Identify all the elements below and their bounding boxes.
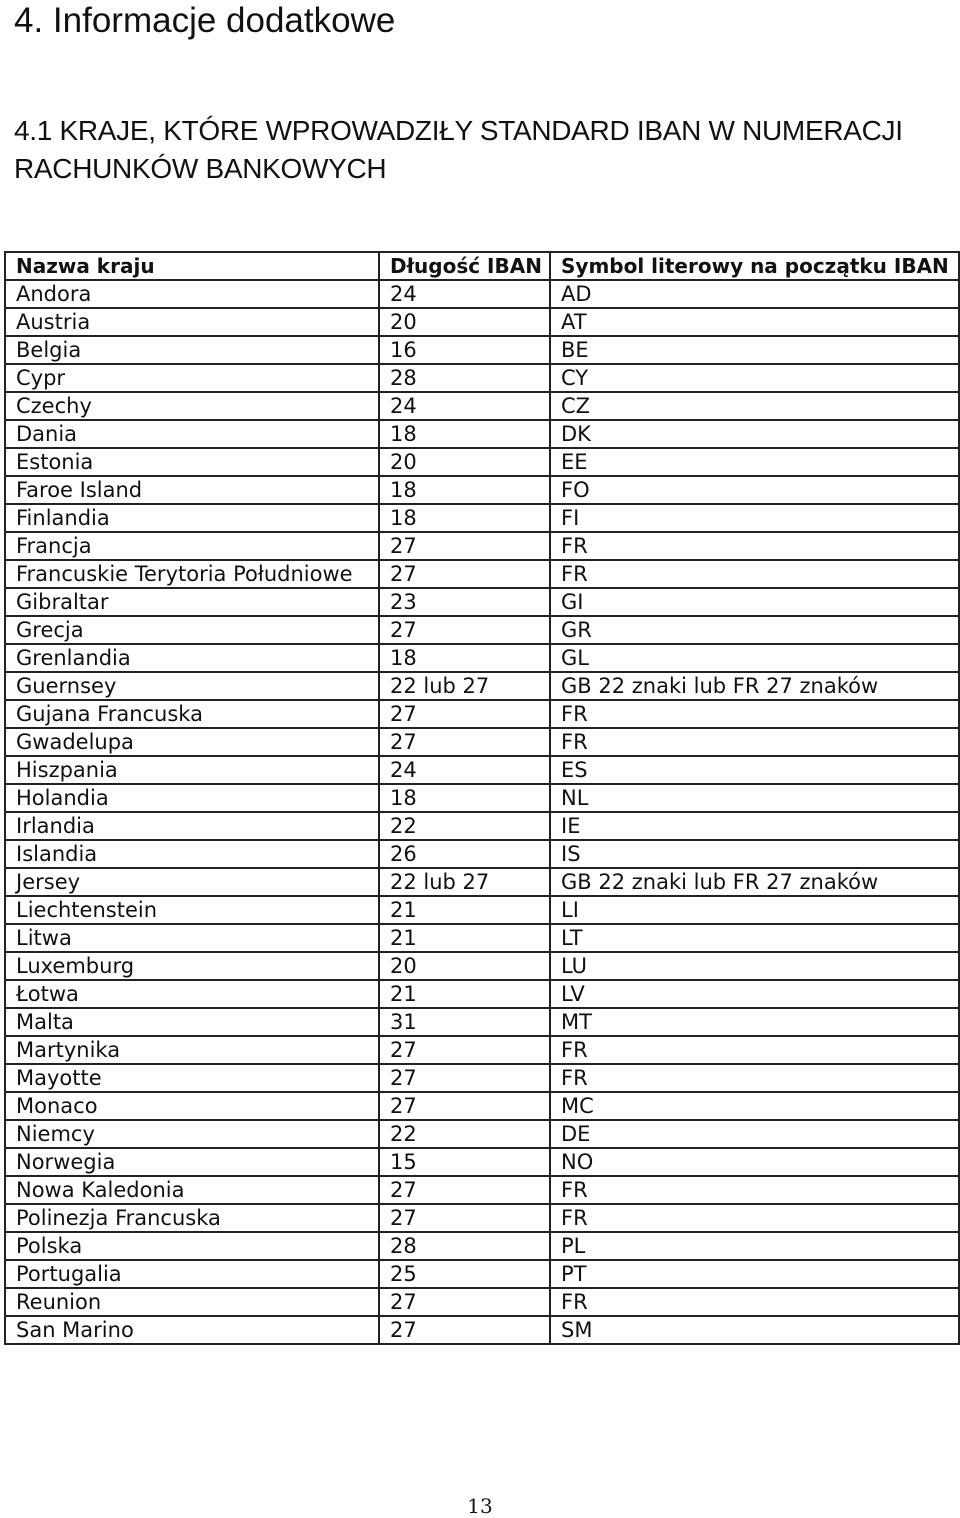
- cell-iban-length: 26: [379, 840, 550, 868]
- cell-iban-prefix: FR: [550, 1204, 959, 1232]
- cell-country: Litwa: [5, 924, 379, 952]
- cell-country: Cypr: [5, 364, 379, 392]
- cell-country: Malta: [5, 1008, 379, 1036]
- cell-iban-length: 20: [379, 308, 550, 336]
- cell-iban-prefix: PL: [550, 1232, 959, 1260]
- cell-iban-length: 28: [379, 364, 550, 392]
- table-row: [5, 392, 959, 420]
- table-row: [5, 448, 959, 476]
- cell-iban-length: 27: [379, 1036, 550, 1064]
- cell-iban-prefix: AD: [550, 280, 959, 308]
- cell-country: Islandia: [5, 840, 379, 868]
- cell-country: Andora: [5, 280, 379, 308]
- table-row: [5, 728, 959, 756]
- table-row: [5, 784, 959, 812]
- iban-countries-table: [4, 251, 960, 1345]
- table-row: [5, 1176, 959, 1204]
- table-row: [5, 588, 959, 616]
- cell-iban-prefix: ES: [550, 756, 959, 784]
- cell-iban-length: 24: [379, 280, 550, 308]
- cell-country: Gwadelupa: [5, 728, 379, 756]
- table-row: [5, 336, 959, 364]
- cell-iban-length: 15: [379, 1148, 550, 1176]
- cell-country: Holandia: [5, 784, 379, 812]
- cell-country: Jersey: [5, 868, 379, 896]
- cell-iban-prefix: AT: [550, 308, 959, 336]
- cell-iban-prefix: NO: [550, 1148, 959, 1176]
- table-body: [5, 280, 959, 1344]
- table-row: [5, 1036, 959, 1064]
- table-row: [5, 1092, 959, 1120]
- cell-country: Liechtenstein: [5, 896, 379, 924]
- cell-country: Francuskie Terytoria Południowe: [5, 560, 379, 588]
- cell-iban-prefix: IS: [550, 840, 959, 868]
- cell-iban-prefix: DE: [550, 1120, 959, 1148]
- cell-iban-prefix: NL: [550, 784, 959, 812]
- section-heading-line-2: RACHUNKÓW BANKOWYCH: [14, 153, 387, 184]
- cell-iban-length: 27: [379, 560, 550, 588]
- cell-iban-length: 31: [379, 1008, 550, 1036]
- cell-iban-prefix: LV: [550, 980, 959, 1008]
- cell-iban-length: 22: [379, 1120, 550, 1148]
- cell-iban-prefix: FR: [550, 1064, 959, 1092]
- cell-country: Luxemburg: [5, 952, 379, 980]
- cell-iban-length: 16: [379, 336, 550, 364]
- cell-iban-prefix: IE: [550, 812, 959, 840]
- cell-iban-length: 27: [379, 728, 550, 756]
- cell-iban-prefix: FR: [550, 700, 959, 728]
- cell-iban-length: 27: [379, 1176, 550, 1204]
- cell-iban-length: 27: [379, 1204, 550, 1232]
- cell-country: Finlandia: [5, 504, 379, 532]
- cell-iban-prefix: FR: [550, 532, 959, 560]
- cell-country: Grenlandia: [5, 644, 379, 672]
- cell-country: Dania: [5, 420, 379, 448]
- cell-iban-prefix: EE: [550, 448, 959, 476]
- cell-iban-length: 27: [379, 1064, 550, 1092]
- cell-iban-length: 28: [379, 1232, 550, 1260]
- section-heading-line-1: 4.1 KRAJE, KTÓRE WPROWADZIŁY STANDARD IBAN W NUMERACJI: [14, 115, 903, 146]
- cell-country: Polska: [5, 1232, 379, 1260]
- cell-country: Czechy: [5, 392, 379, 420]
- cell-iban-prefix: FO: [550, 476, 959, 504]
- cell-country: Grecja: [5, 616, 379, 644]
- table-row: [5, 476, 959, 504]
- cell-iban-length: 24: [379, 392, 550, 420]
- table-header-row: [5, 252, 959, 280]
- cell-iban-prefix: PT: [550, 1260, 959, 1288]
- table-row: [5, 280, 959, 308]
- table-row: [5, 364, 959, 392]
- cell-iban-length: 23: [379, 588, 550, 616]
- column-header-country: Nazwa kraju: [5, 252, 379, 280]
- cell-iban-length: 25: [379, 1260, 550, 1288]
- table-row: [5, 756, 959, 784]
- table-row: [5, 924, 959, 952]
- cell-iban-length: 18: [379, 476, 550, 504]
- cell-country: Portugalia: [5, 1260, 379, 1288]
- table-row: [5, 1316, 959, 1344]
- cell-iban-prefix: FR: [550, 1036, 959, 1064]
- cell-iban-prefix: LT: [550, 924, 959, 952]
- section-heading: [14, 112, 903, 188]
- cell-iban-prefix: GI: [550, 588, 959, 616]
- table-row: [5, 1008, 959, 1036]
- cell-country: San Marino: [5, 1316, 379, 1344]
- cell-iban-length: 22: [379, 812, 550, 840]
- cell-iban-length: 27: [379, 1316, 550, 1344]
- cell-country: Nowa Kaledonia: [5, 1176, 379, 1204]
- cell-iban-prefix: LU: [550, 952, 959, 980]
- table-row: [5, 1064, 959, 1092]
- cell-country: Guernsey: [5, 672, 379, 700]
- table-row: [5, 812, 959, 840]
- cell-country: Hiszpania: [5, 756, 379, 784]
- table-row: [5, 1288, 959, 1316]
- table-row: [5, 644, 959, 672]
- cell-iban-length: 18: [379, 504, 550, 532]
- table-row: [5, 1260, 959, 1288]
- cell-iban-prefix: GL: [550, 644, 959, 672]
- cell-iban-prefix: SM: [550, 1316, 959, 1344]
- cell-iban-length: 20: [379, 448, 550, 476]
- cell-iban-length: 27: [379, 532, 550, 560]
- table-row: [5, 308, 959, 336]
- table-row: [5, 504, 959, 532]
- cell-iban-prefix: FR: [550, 560, 959, 588]
- cell-iban-length: 22 lub 27: [379, 672, 550, 700]
- table-row: [5, 1120, 959, 1148]
- cell-iban-prefix: GR: [550, 616, 959, 644]
- cell-iban-prefix: MC: [550, 1092, 959, 1120]
- cell-iban-length: 21: [379, 896, 550, 924]
- cell-country: Monaco: [5, 1092, 379, 1120]
- table-row: [5, 1204, 959, 1232]
- cell-country: Estonia: [5, 448, 379, 476]
- table-row: [5, 1148, 959, 1176]
- cell-country: Gujana Francuska: [5, 700, 379, 728]
- cell-country: Francja: [5, 532, 379, 560]
- cell-country: Belgia: [5, 336, 379, 364]
- cell-country: Łotwa: [5, 980, 379, 1008]
- cell-country: Polinezja Francuska: [5, 1204, 379, 1232]
- page-heading: 4. Informacje dodatkowe: [14, 1, 396, 40]
- column-header-iban-length: Długość IBAN: [379, 252, 550, 280]
- cell-iban-length: 27: [379, 1288, 550, 1316]
- table-row: [5, 952, 959, 980]
- cell-iban-prefix: MT: [550, 1008, 959, 1036]
- table-row: [5, 896, 959, 924]
- cell-country: Faroe Island: [5, 476, 379, 504]
- cell-iban-length: 18: [379, 784, 550, 812]
- table-row: [5, 616, 959, 644]
- cell-iban-length: 18: [379, 420, 550, 448]
- table-row: [5, 840, 959, 868]
- cell-iban-prefix: GB 22 znaki lub FR 27 znaków: [550, 868, 959, 896]
- cell-iban-prefix: GB 22 znaki lub FR 27 znaków: [550, 672, 959, 700]
- cell-country: Irlandia: [5, 812, 379, 840]
- cell-iban-length: 24: [379, 756, 550, 784]
- cell-iban-length: 18: [379, 644, 550, 672]
- table-row: [5, 532, 959, 560]
- table-row: [5, 560, 959, 588]
- cell-country: Niemcy: [5, 1120, 379, 1148]
- cell-country: Reunion: [5, 1288, 379, 1316]
- cell-iban-prefix: FR: [550, 1176, 959, 1204]
- table-row: [5, 672, 959, 700]
- table-row: [5, 1232, 959, 1260]
- cell-iban-length: 27: [379, 700, 550, 728]
- cell-iban-prefix: BE: [550, 336, 959, 364]
- cell-iban-prefix: FI: [550, 504, 959, 532]
- cell-iban-length: 21: [379, 924, 550, 952]
- cell-iban-prefix: FR: [550, 1288, 959, 1316]
- cell-iban-length: 22 lub 27: [379, 868, 550, 896]
- cell-country: Austria: [5, 308, 379, 336]
- cell-iban-length: 20: [379, 952, 550, 980]
- cell-country: Mayotte: [5, 1064, 379, 1092]
- table-row: [5, 420, 959, 448]
- cell-iban-prefix: LI: [550, 896, 959, 924]
- cell-iban-prefix: CY: [550, 364, 959, 392]
- page-number: 13: [467, 1494, 493, 1518]
- cell-iban-length: 27: [379, 616, 550, 644]
- cell-iban-prefix: CZ: [550, 392, 959, 420]
- cell-country: Gibraltar: [5, 588, 379, 616]
- cell-country: Norwegia: [5, 1148, 379, 1176]
- cell-iban-length: 21: [379, 980, 550, 1008]
- column-header-iban-prefix: Symbol literowy na początku IBAN: [550, 252, 959, 280]
- cell-country: Martynika: [5, 1036, 379, 1064]
- cell-iban-prefix: DK: [550, 420, 959, 448]
- table-row: [5, 700, 959, 728]
- cell-iban-prefix: FR: [550, 728, 959, 756]
- cell-iban-length: 27: [379, 1092, 550, 1120]
- table-row: [5, 868, 959, 896]
- table-row: [5, 980, 959, 1008]
